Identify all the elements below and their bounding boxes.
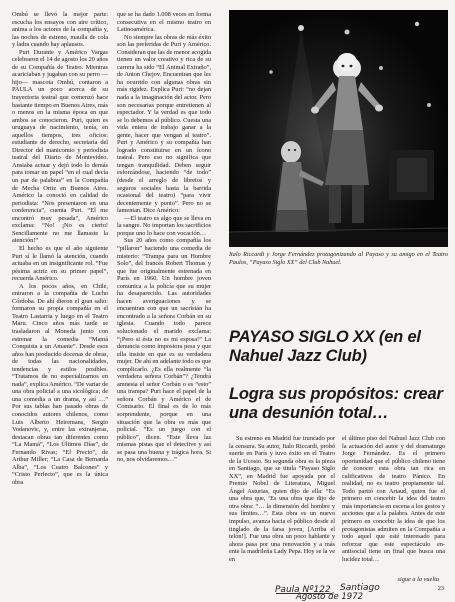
paragraph: No siempre las obras de más éxito son las preferidas de Puri y Américo. Consideran que las de menor acogida tienen un valor creativo y rica de su carrera ha sido “El Animal Extraño”, de Anton Chejov. Encuentran que les ha ocurrido con algunas obras sin más rigidez. Explica Puri: “no dejan nada a la imaginación del actor. Pero son necesarias porque entretienen al espectador. Y la verdad es que todo se lo debemos al público. Cuesta una vida entera de trabajo ganar a la gente, hacer que vengan al teatro”. Puri y Américo y su compañía han logrado constituirse en un ícono teatral. Pero eso no significa que tengan tranquilidad. Deben seguir esforzándose, haciendo “de todo” (desde el arreglo de libretos y seguros sociales hasta la barrida ocasional del teatro) “para vivir decentemente y punto”. Pero no se lamentan. Dice Américo: [117, 33, 211, 215]
paragraph: Sus 20 años como compañía los “pillaron” haciendo una comedia de misterio: “Trampa para un Hombre Solo”, del francés Robert Thomas y que fue originalmente estrenada en París en 1960. Un hombre joven comunica a la policía que su mujer ha desaparecido. Las autoridades hacen averiguaciones y se encuentran con que un sacristán ha encontrado a la señora Corbán en su iglesia. Cuando todo parece solucionado el marido exclama: “¡Pero si ésta no es mi esposa!” La denuncia como impostora pesa y que ella insiste en que es su verdadera mujer. De ahí en adelante todo es que complicarlo. ¿Es ella realmente “la verdadera señora Corbán”? ¿Tendrá amnesia el señor Corbán o es “esto” una trampa? Puri hace el papel de la señora Corbán y Américo el de Comisario. El final es de lo más sorprendente, porque en una situación que la obra es más que policial. “Es un juego con el público”, dicen. “Este lleva las mismas pistas que el detective y así se pasa una buena y trágica hora. Si no, nos olvidaremos…” [117, 237, 211, 464]
paragraph: el último piso del Nahuel Jazz Club con la actuación del autor y del dramaturgo Jorge Fernández. Es el primero oportunidad que el público chileno tiene de conocer esta obra tan rica en calificativos de teatro Pánico. En realidad, no es teatro propiamente tal. Todo partió con Artaud, quien fue el primero en concebir la idea del teatro más importancia en escena a los gestos y acciones que a la palabra. Antes de este primero en concebir la idea de que los protagonistas admiten en la Compañía a todo aquel que esté interesado para reforzar que este espectáculo en-antisocial tiene un final que busca una lucidez total… [342, 435, 445, 563]
handwritten-city: Santiago [340, 583, 380, 593]
paragraph: Puri Durante y Américo Vargas celebraron el 14 de agosto los 20 años de su Compañía de Teatro. Mientras acariciaban y jugaban con su perro —hijo— mascota Ombú, contaron a PAULA un poco acerca de su trayectoria teatral que comenzó hace bastante tiempo en Buenos Aires, más o menos en la misma época en que ambos se conocieron. Puri, quien es uruguaya de nacimiento, tenía, en aquellos tiempos, tres oficios: estudiante de derecho, secretaria del Director del manicomio y periodista teatral del Diario de Montevideo. Ansiaba actuar y dejó todo lo demás para tomar un papel “en el cual decía un par de palabras” en la Compañía de Mecha Ortiz en Buenos Aires. Américo la conoció en calidad de periodista: “Nos presentaron en una conferencia”, cuenta Puri. “El me encontró muy pesada”, Américo exclama: “No! ¡No es cierto! Sencillamente no me llamaste la atención!” [12, 48, 108, 245]
article-subheadline: Logra sus propósitos: crear una desunión total… [229, 385, 443, 422]
article-column-1 [12, 11, 108, 486]
article-column-4 [342, 435, 445, 563]
continued-note: sigue a la vuelta [397, 576, 439, 583]
handwritten-underline [276, 593, 332, 594]
handwritten-date: Agosto de 1972 [296, 592, 364, 602]
paragraph: Ombú se llevó la mejor parte: escucha los ensayos con aire crítico, anima a los actores de la compañía y, las noches de estreno, maulla de cola y ladra cuando hay aplausos. [12, 11, 108, 49]
handwritten-source: Paula Nº122 [275, 585, 331, 595]
page-footer [0, 576, 455, 600]
page-number: 23 [437, 585, 444, 592]
article-column-3 [229, 435, 335, 563]
article-headline: PAYASO SIGLO XX (en el Nahuel Jazz Club) [229, 328, 421, 365]
paragraph: —El teatro es algo que se lleva en la sangre. No importan los sacrificios porque uno lo hace con vocación… [117, 214, 211, 237]
paragraph: Su estreno en Madrid fue truncado por la censura. Su autor, Italo Riccardi, probó suerte en París y tuvo éxito en el Teatro de la Ucosio. Su segunda obra es la pieza en Santiago, que se titula “Payaso Siglo XX”, en Madrid fue apoyada por el Premio Nobel de Literatura, Miguel Ángel Asturias, quien dijo de ella: “Es una obra que, ‘Es una obra que dijo de otra obra: “… la dimensión del hombre y sus límites…”. Esta obra es un nuevo impulso, avanza hacia el público desde el tinglado de la farsa joven, [Arriba el telón!]. Fue una obra un poco hablante y ahora pasa por una renovación y a más ente la madrileña Lady Pepa. Hoy se la ve en [229, 435, 335, 563]
article-column-2 [117, 11, 211, 464]
paragraph: El hecho es que el año siguiente Puri sí le llamó la atención, cuando actuaba en un insignificante rol. “Fue pésima actriz en su primer papel”, recuerda Américo. [12, 244, 108, 283]
paragraph: A los pocos años, en Chile, entraron a la compañía de Lucho Córdoba. De ahí dieron el gran salto: formaron su propia compañía en el Teatro Lastarria y luego en el Teatro Maru. Cinco años más tarde se trasladaron al Moneda junto con estrenar la comedia “Mamá Conquista a un Amante”. Desde esos años han producido docenas de obras, de todas las nacionalidades, tendencias y estilos posibles. “Tratamos de no especializarnos en nada”, explica Américo. “De variar de una obra policial a una sicológica; de una comedia a un drama, y así …” Por sus tablas han pasado obras de conocidos autores chilenos, como Luis Alberto Heiremans, Sergio Vodanovic, y, entre las extranjeras, destacan obras tan diferentes como “La Mamá”, “Los Últimos Días”, de Fernando Rivas; “El Precio”, de Arthur Miller; “La Casa de Bernarda Alba”, “Los Cuatro Balcones” y “Cristo Perfecto”, que es la única obra [12, 282, 108, 486]
paragraph: que se ha dado 1.008 veces en forma consecutiva en el mismo teatro en Latinoamérica. [117, 11, 211, 34]
photo-caption: Italo Riccardi y Jorge Fernández protagonizando al Payaso y su amigo en el Teatro Paulos, “Payaso Siglo XX” del Club Nahuel. [229, 251, 448, 266]
stage-photo [229, 10, 448, 247]
